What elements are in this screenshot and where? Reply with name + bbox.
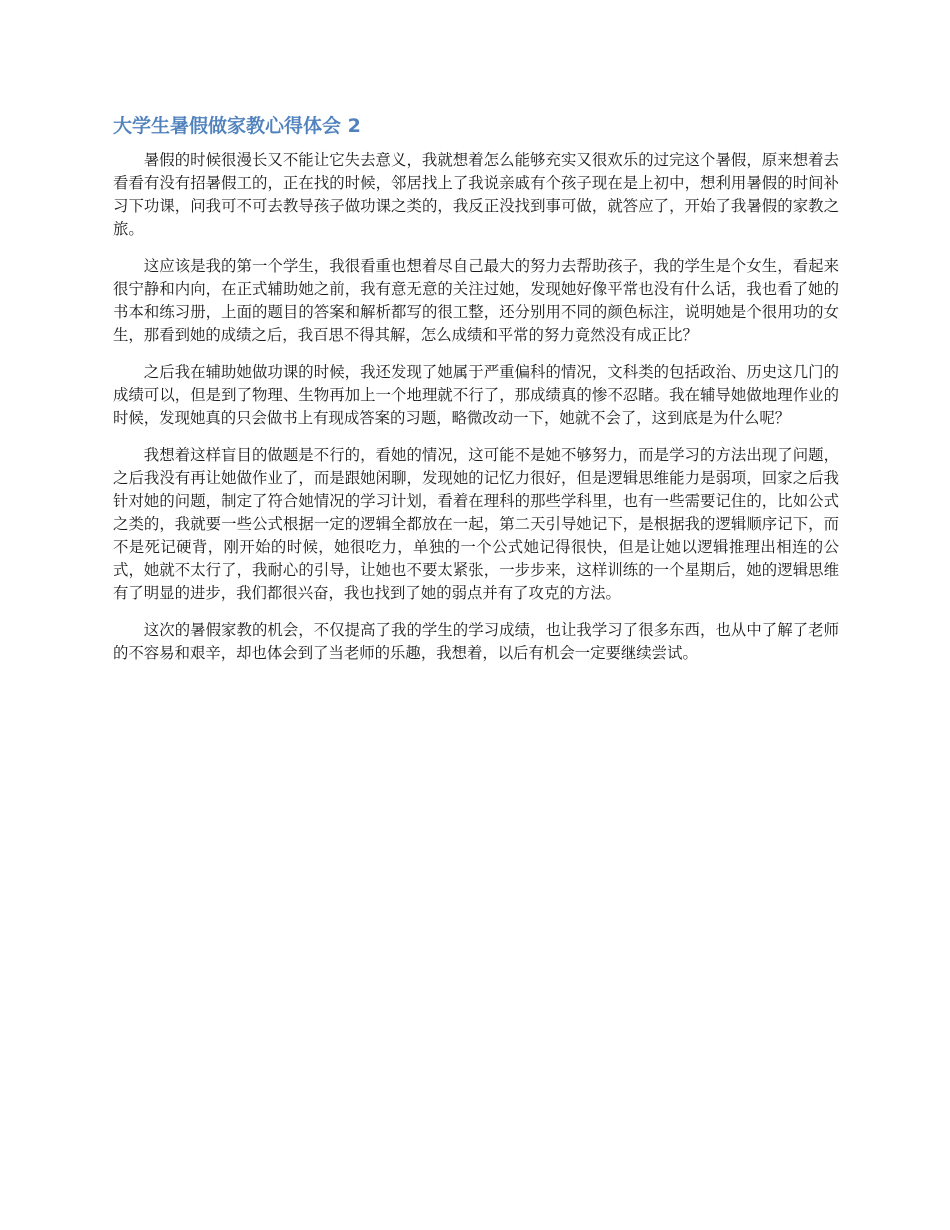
paragraph-1: 暑假的时候很漫长又不能让它失去意义，我就想着怎么能够充实又很欢乐的过完这个暑假，原来想着去看看有没有招暑假工的，正在找的时候，邻居找上了我说亲戚有个孩子现在是上初中，想利用暑假的时间补习下功课，问我可不可去教导孩子做功课之类的，我反正没找到事可做，就答应了，开始了我暑假的家教之旅。 [113,151,839,238]
paragraph-2: 这应该是我的第一个学生，我很看重也想着尽自己最大的努力去帮助孩子，我的学生是个女生，看起来很宁静和内向，在正式辅助她之前，我有意无意的关注过她，发现她好像平常也没有什么话，我也看了她的书本和练习册，上面的题目的答案和解析都写的很工整，还分别用不同的颜色标注，说明她是个很用功的女生，那看到她的成绩之后，我百思不得其解，怎么成绩和平常的努力竟然没有成正比？ [113,257,839,344]
paragraph-3: 之后我在辅助她做功课的时候，我还发现了她属于严重偏科的情况，文科类的包括政治、历史这几门的成绩可以，但是到了物理、生物再加上一个地理就不行了，那成绩真的惨不忍睹。我在辅导她做地理作业的时候，发现她真的只会做书上有现成答案的习题，略微改动一下，她就不会了，这到底是为什么呢？ [113,363,839,427]
document-title: 大学生暑假做家教心得体会 2 [113,115,361,137]
paragraph-5: 这次的暑假家教的机会，不仅提高了我的学生的学习成绩，也让我学习了很多东西，也从中了解了老师的不容易和艰辛，却也体会到了当老师的乐趣，我想着，以后有机会一定要继续尝试。 [113,621,839,662]
paragraph-4: 我想着这样盲目的做题是不行的，看她的情况，这可能不是她不够努力，而是学习的方法出现了问题，之后我没有再让她做作业了，而是跟她闲聊，发现她的记忆力很好，但是逻辑思维能力是弱项，回家之后我针对她的问题，制定了符合她情况的学习计划，看着在理科的那些学科里，也有一些需要记住的，比如公式之类的，我就要一些公式根据一定的逻辑全都放在一起，第二天引导她记下，是根据我的逻辑顺序记下，而不是死记硬背，刚开始的时候，她很吃力，单独的一个公式她记得很快，但是让她以逻辑推理出相连的公式，她就不太行了，我耐心的引导，让她也不要太紧张，一步步来，这样训练的一个星期后，她的逻辑思维有了明显的进步，我们都很兴奋，我也找到了她的弱点并有了攻克的方法。 [113,446,839,602]
document-body [113,112,839,679]
